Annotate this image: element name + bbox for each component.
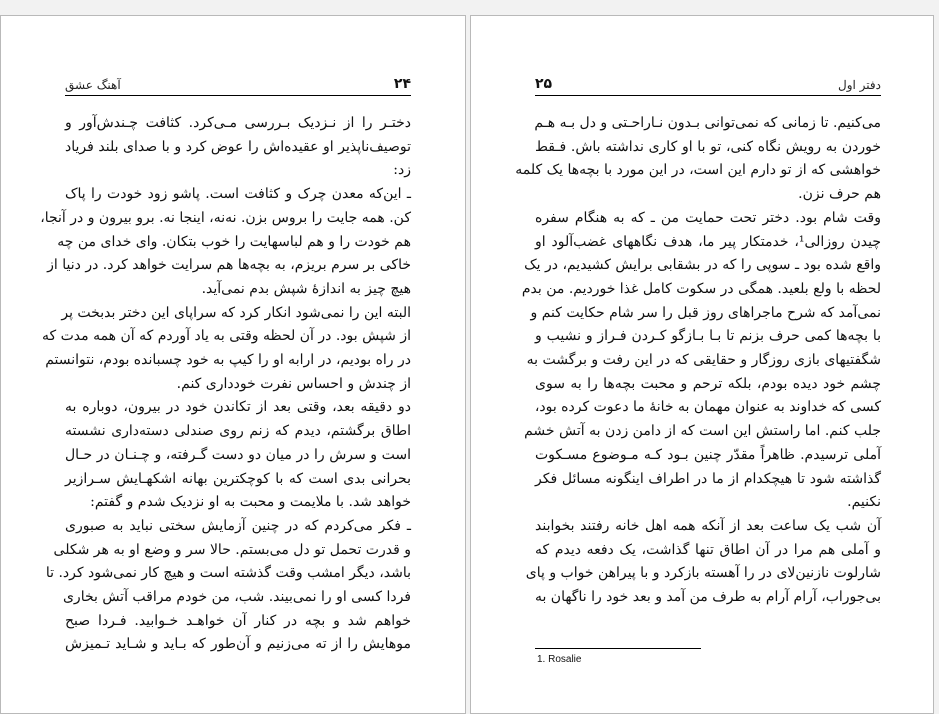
text-line: موهایش را از ته می‌زنیم و آن‌طور که بـاید و شـاید تـمیزش (65, 636, 411, 653)
text-line: با بچه‌ها کمی حرف بزنم تا بـا بـازگو کـردن فـراز و نشیب و (535, 328, 881, 345)
text-line: فردا کسی او را نمی‌بیند. شب، من خودم مراقب آتش بخاری (62, 589, 411, 606)
text-line: ـ این‌که معدن چرک و کثافت است. پاشو زود خودت را پاک (65, 186, 411, 203)
text-line: است و سرش را در میان دو دست گـرفته، و چـنـان در حـال (65, 446, 411, 463)
text-line: شارلوت نازنین‌لای در را آهسته بازکرد و با پیراهن خواب و پای (525, 565, 881, 582)
text-line: خواهم شد و بچه در کنار آن خواهـد خـوابید. فـردا صبح (65, 612, 411, 629)
text-line: چشم خود دیده بودم، بلکه ترحم و محبت بچه‌ها را به سوی (535, 375, 881, 392)
text-line: از چندش و احساس نفرت خودداری کنم. (176, 375, 411, 392)
text-line: هم خودت را و هم لباسهایت را خوب بتکان. وای خدای من چه (57, 233, 411, 250)
text-line: ـ فکر می‌کردم که در چنین آزمایش سختی نباید به صبوری (65, 517, 411, 534)
text-line: و آملی هم مرا در آن اطاق تنها گذاشت، یک دفعه دیدم که (535, 541, 881, 558)
text-line: شگفتیهای بازی روزگار و حقایقی که در این رفت و برگشت به (526, 352, 881, 369)
left-page (0, 15, 466, 714)
text-line: اطاق برگشتم، دیدم که زنم روی صندلی دسته‌داری نشسته (65, 423, 411, 440)
text-line: چیدن روزالی¹، خدمتکار پیر ما، هدف نگاههای غضب‌آلود او (535, 233, 881, 250)
left-page-header (65, 70, 411, 96)
text-line: در راه بودیم، در ارابه او را کیپ به خود چسبانده بودم، نتوانستم (45, 352, 411, 369)
text-line: زد: (393, 162, 411, 179)
text-line: توصیف‌ناپذیر او عقیده‌اش را عوض کرد و با صدای بلند فریاد (65, 138, 411, 155)
page-number: ۲۴ (393, 76, 411, 92)
text-line: لحظه با ولع بلعید. همگی در سکوت کامل غذا خوردیم. من بدم (521, 280, 881, 297)
text-line: البته این را نمی‌شود انکار کرد که سراپای این دختر بدبخت پر (61, 304, 411, 321)
page-number: ۲۵ (535, 76, 553, 92)
body-text (515, 112, 881, 610)
text-line: هم حرف نزن. (798, 186, 881, 203)
text-line: نمی‌آمد که شرح ماجراهای روز قبل را سر شام حکایت کنم و (530, 304, 881, 321)
text-line: خاکی بر سرم بریزم، به بچه‌ها هم سرایت خواهد کرد. در دنیا از (47, 257, 411, 274)
footnote: 1. Rosalie (537, 654, 582, 665)
text-line: بی‌جوراب، آرام آرام به طرف من آمد و بعد خود را ناگهان به (534, 589, 881, 606)
text-line: کسی که خداوند به عنوان مهمان به خانهٔ ما دعوت کرده بود، (534, 399, 881, 416)
text-line: خوردن به رویش نگاه کنی، تو با او کاری نداشته باش. فـقط (535, 138, 881, 155)
text-line: بحرانی بدی است که با کوچکترین بهانه اشکهـایش سـرازیر (65, 470, 411, 487)
text-line: جلب کنم. اما راستش این است که از دامن زدن به آتش خشم (524, 423, 881, 440)
body-text (40, 112, 411, 657)
text-line: گذاشته شود تا هیچکدام از ما در اطراف اینگونه مسائل فکر (535, 470, 881, 487)
text-line: وقت شام بود. دختر تحت حمایت من ـ که به هنگام سفره (535, 209, 881, 226)
text-line: هیچ چیز به اندازهٔ شپش بدم نمی‌آید. (201, 280, 411, 297)
footnote-rule (535, 648, 701, 649)
text-line: خواهد شد. با ملایمت و محبت به او نزدیک شدم و گفتم: (90, 494, 411, 511)
text-line: کن. همه جایت را بروس بزن. نه‌نه، اینجا نه. برو بیرون و در آنجا، (40, 209, 411, 226)
running-title: دفتر اول (838, 78, 881, 92)
text-line: آملی ترسیدم. ظاهراً مقدّر چنین بـود کـه مـوضوع مسـکوت (535, 446, 881, 463)
text-line: واقع شده بود ـ سوپی را که در بشقابی برایش کشیدیم، در یک (524, 257, 881, 274)
text-line: خواهشی که از تو دارم این است، در این مورد با بچه‌ها یک کلمه (515, 162, 881, 179)
text-line: می‌کنیم. تا زمانی که نمی‌توانی بـدون نـاراحـتی و دل بـه هـم (534, 115, 881, 131)
running-title: آهنگ عشق (65, 78, 121, 92)
text-line: و قدرت تحمل تو دل می‌بستم. حالا سر و وضع او به هر شکلی (53, 541, 411, 558)
right-page (470, 15, 934, 714)
text-line: نکنیم. (847, 494, 881, 511)
text-line: دختـر را از نـزدیک بـررسی مـی‌کرد. کثافت چـندش‌آور و (65, 115, 411, 131)
text-line: از شپش بود. در آن لحظه وقتی به یاد آوردم که آن همه مدت که (41, 328, 411, 345)
text-line: آن شب یک ساعت بعد از آنکه همه اهل خانه رفتند بخوابند (535, 517, 881, 534)
right-page-header (535, 70, 881, 96)
text-line: باشد، دیگر امشب وقت گذشته است و هیچ کار نمی‌شود کرد. تا (45, 565, 411, 582)
text-line: دو دقیقه بعد، وقتی بعد از تکاندن خود در بیرون، دوباره به (65, 399, 411, 416)
